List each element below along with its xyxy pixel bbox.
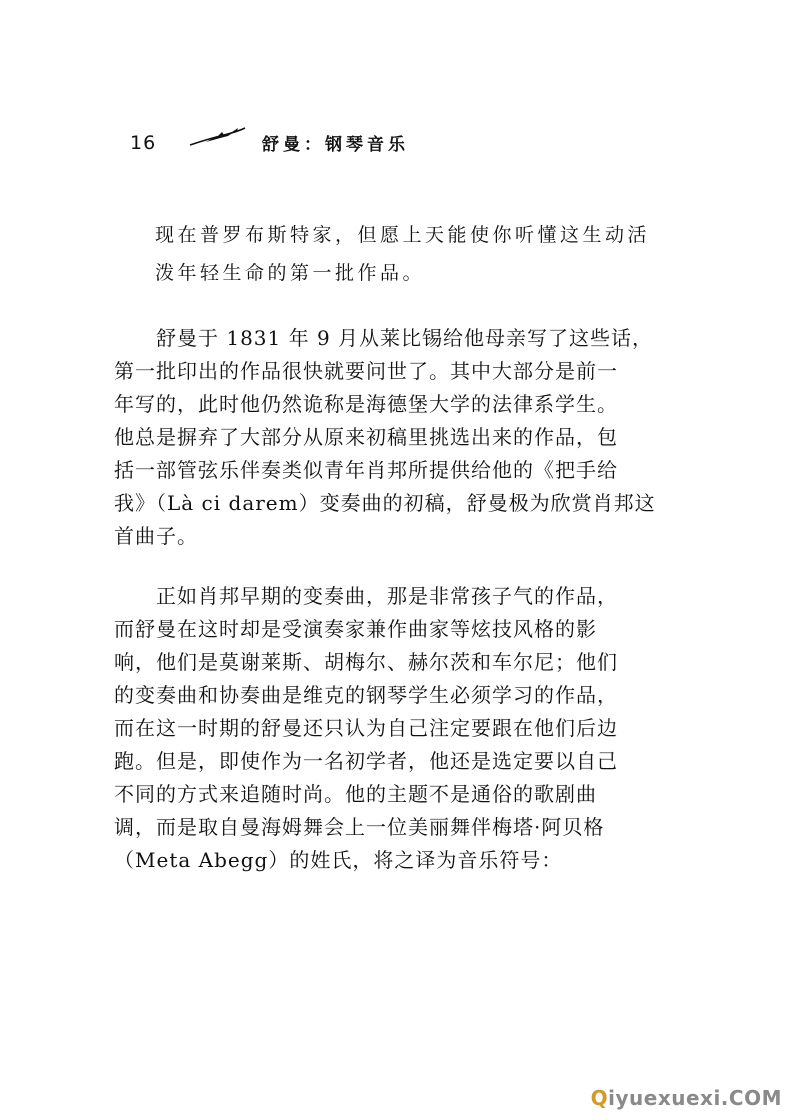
- paragraph-line: （Meta Abegg）的姓氏，将之译为音乐符号：: [114, 848, 563, 872]
- quote-line: 现在普罗布斯特家，但愿上天能使你听懂这生动活: [155, 224, 651, 246]
- paragraph-1: [114, 322, 676, 553]
- watermark-text: iyuexuexi.COM: [608, 1086, 782, 1110]
- paragraph-2: [114, 580, 676, 877]
- paragraph-line: 不同的方式来追随时尚。他的主题不是通俗的歌剧曲: [114, 782, 597, 806]
- paragraph-line: 的变奏曲和协奏曲是维克的钢琴学生必须学习的作品，: [114, 683, 618, 707]
- paragraph-line: 跑。但是，即使作为一名初学者，他还是选定要以自己: [114, 749, 618, 773]
- paragraph-line: 他总是摒弃了大部分从原来初稿里挑选出来的作品，包: [114, 425, 618, 449]
- site-watermark: [591, 1086, 782, 1110]
- paragraph-line: 年写的，此时他仍然诡称是海德堡大学的法律系学生。: [114, 392, 618, 416]
- paragraph-line: 舒曼于 1831 年 9 月从莱比锡给他母亲写了这些话，: [156, 326, 654, 350]
- paragraph-line: 调，而是取自曼海姆舞会上一位美丽舞伴梅塔·阿贝格: [114, 815, 605, 839]
- paragraph-line: 正如肖邦早期的变奏曲，那是非常孩子气的作品，: [156, 584, 618, 608]
- paragraph-line: 我》（Là ci darem）变奏曲的初稿，舒曼极为欣赏肖邦这: [114, 491, 656, 515]
- paragraph-line: 而舒曼在这时却是受演奏家兼作曲家等炫技风格的影: [114, 617, 597, 641]
- paragraph-line: 而在这一时期的舒曼还只认为自己注定要跟在他们后边: [114, 716, 618, 740]
- page-number: 16: [130, 132, 157, 154]
- quote-line: 泼年轻生命的第一批作品。: [155, 262, 426, 284]
- paragraph-line: 括一部管弦乐伴奏类似青年肖邦所提供给他的《把手给: [114, 458, 618, 482]
- quill-ornament-icon: [188, 126, 246, 148]
- paragraph-line: 响，他们是莫谢莱斯、胡梅尔、赫尔茨和车尔尼；他们: [114, 650, 618, 674]
- paragraph-line: 第一批印出的作品很快就要问世了。其中大部分是前一: [114, 359, 618, 383]
- watermark-initial: Q: [590, 1086, 609, 1110]
- paragraph-line: 首曲子。: [114, 524, 198, 548]
- running-title: 舒曼：钢琴音乐: [262, 135, 409, 155]
- block-quote: [155, 216, 675, 292]
